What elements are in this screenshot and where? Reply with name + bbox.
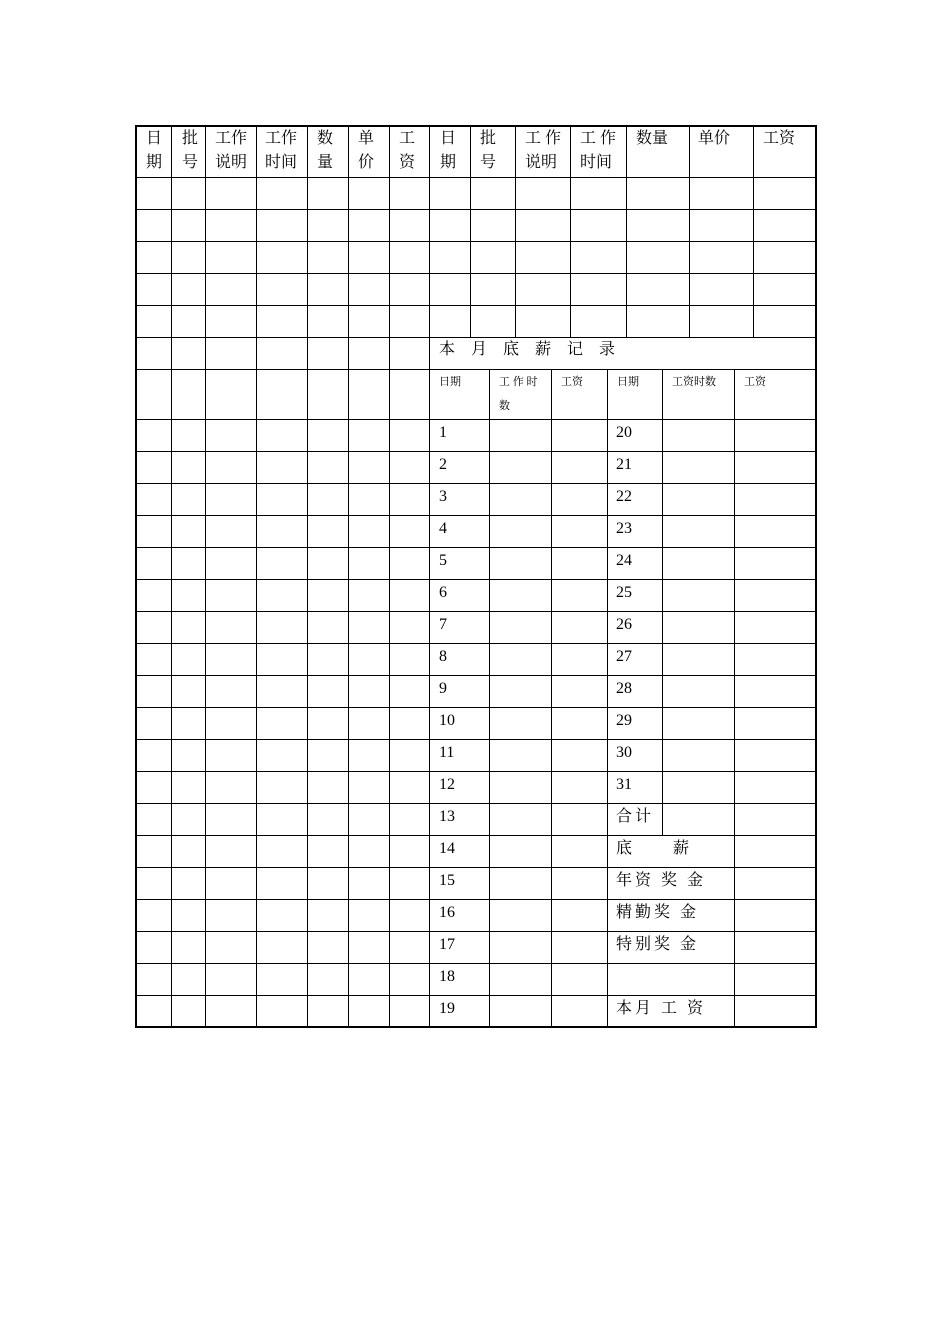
base-salary-row-line (429, 643, 816, 644)
border-bottom (135, 1026, 817, 1028)
base-salary-col-line (662, 369, 663, 836)
day-left-7: 7 (439, 616, 447, 633)
left-table-row-line (135, 643, 430, 644)
right-header-7-line-1: 工资 (763, 130, 796, 147)
left-header-6-line-1: 单 (358, 130, 375, 147)
day-left-6: 6 (439, 584, 447, 601)
day-left-10: 10 (439, 712, 455, 729)
day-right-27: 27 (616, 648, 632, 665)
day-left-12: 12 (439, 776, 455, 793)
right-table-col-line (570, 125, 571, 338)
right-table-col-line (689, 125, 690, 338)
right-header-4-line-2: 时间 (580, 154, 613, 171)
left-table-row-line (135, 995, 430, 996)
border-right (815, 125, 817, 1028)
left-table-col-line (171, 125, 172, 1027)
day-left-13: 13 (439, 808, 455, 825)
left-table-row-line (135, 771, 430, 772)
base-salary-row-line (429, 483, 816, 484)
left-header-5-line-1: 数 (317, 130, 334, 147)
day-left-9: 9 (439, 680, 447, 697)
day-left-8: 8 (439, 648, 447, 665)
left-header-3-line-1: 工作 (215, 130, 248, 147)
base-salary-row-line (429, 515, 816, 516)
base-salary-row-line (429, 803, 816, 804)
base-salary-row-line (429, 835, 816, 836)
base-salary-row-line (429, 419, 816, 420)
left-header-7-line-1: 工 (399, 130, 416, 147)
right-table-row-line (429, 177, 816, 178)
base-salary-row-line (429, 931, 816, 932)
right-header-2-line-2: 号 (480, 154, 497, 171)
day-left-3: 3 (439, 488, 447, 505)
day-left-17: 17 (439, 936, 455, 953)
day-left-1: 1 (439, 424, 447, 441)
left-table-row-line (135, 867, 430, 868)
sub-header-wage-2: 工资 (744, 376, 766, 388)
left-table-col-line (348, 125, 349, 1027)
day-right-23: 23 (616, 520, 632, 537)
day-left-15: 15 (439, 872, 455, 889)
left-table-row-line (135, 515, 430, 516)
left-header-6-line-2: 价 (358, 154, 375, 171)
left-header-5-line-2: 量 (317, 154, 334, 171)
left-table-row-line (135, 707, 430, 708)
left-table-row-line (135, 209, 430, 210)
right-header-2-line-1: 批 (480, 130, 497, 147)
day-right-22: 22 (616, 488, 632, 505)
summary-monthly-wage: 本月 工 资 (616, 1000, 707, 1017)
left-table-row-line (135, 483, 430, 484)
right-header-3-line-2: 说明 (525, 154, 558, 171)
left-table-row-line (135, 739, 430, 740)
day-right-24: 24 (616, 552, 632, 569)
right-header-3-line-1: 工 作 (525, 130, 562, 147)
sub-header-wage-1: 工资 (561, 376, 583, 388)
left-table-row-line (135, 675, 430, 676)
left-table-row-line (135, 337, 430, 338)
sub-header-hours-1-line-2: 数 (499, 400, 510, 412)
summary-attendance-bonus: 精勤奖 金 (616, 904, 700, 921)
right-table-col-line (515, 125, 516, 338)
day-right-30: 30 (616, 744, 632, 761)
summary-base-pay: 底 薪 (616, 840, 693, 857)
right-table-row-line (429, 209, 816, 210)
day-left-14: 14 (439, 840, 455, 857)
left-header-4-line-1: 工作 (265, 130, 298, 147)
right-header-4-line-1: 工 作 (580, 130, 617, 147)
left-table-row-line (135, 579, 430, 580)
sub-header-date-1: 日期 (439, 376, 461, 388)
summary-seniority-bonus: 年资 奖 金 (616, 872, 707, 889)
day-right-25: 25 (616, 584, 632, 601)
base-salary-row-line (429, 867, 816, 868)
sub-header-hours-1-line-1: 工 作 时 (499, 376, 538, 388)
left-table-row-line (135, 177, 430, 178)
sub-header-date-2: 日期 (617, 376, 639, 388)
base-salary-row-line (429, 995, 816, 996)
left-header-1-line-2: 期 (146, 154, 163, 171)
left-table-row-line (135, 451, 430, 452)
day-left-11: 11 (439, 744, 455, 761)
base-salary-row-line (429, 739, 816, 740)
day-right-20: 20 (616, 424, 632, 441)
base-salary-col-line (489, 369, 490, 1027)
left-header-2-line-2: 号 (182, 154, 199, 171)
base-salary-row-line (429, 547, 816, 548)
base-salary-row-line (429, 899, 816, 900)
left-table-row-line (135, 369, 430, 370)
base-salary-col-line (734, 369, 735, 1027)
left-header-2-line-1: 批 (182, 130, 199, 147)
day-right-28: 28 (616, 680, 632, 697)
left-table-col-line (307, 125, 308, 1027)
base-salary-col-line (607, 369, 608, 1027)
center-divider-line (429, 125, 430, 1027)
left-table-row-line (135, 899, 430, 900)
base-salary-row-line (429, 963, 816, 964)
right-header-1-line-1: 日 (440, 130, 457, 147)
left-header-7-line-2: 资 (399, 154, 416, 171)
left-header-3-line-2: 说明 (215, 154, 248, 171)
right-table-col-line (470, 125, 471, 338)
left-header-1-line-1: 日 (146, 130, 163, 147)
left-table-row-line (135, 305, 430, 306)
left-table-col-line (256, 125, 257, 1027)
left-table-col-line (205, 125, 206, 1027)
right-table-row-line (429, 305, 816, 306)
left-table-row-line (135, 835, 430, 836)
left-table-row-line (135, 241, 430, 242)
border-left (135, 125, 137, 1028)
right-table-row-line (429, 273, 816, 274)
base-salary-row-line (429, 675, 816, 676)
left-table-row-line (135, 419, 430, 420)
summary-special-bonus: 特别奖 金 (616, 936, 700, 953)
right-header-5-line-1: 数量 (636, 130, 669, 147)
day-right-29: 29 (616, 712, 632, 729)
sub-header-hours-2: 工资时数 (672, 376, 716, 388)
left-table-row-line (135, 963, 430, 964)
base-salary-col-line (551, 369, 552, 1027)
day-left-19: 19 (439, 1000, 455, 1017)
day-right-26: 26 (616, 616, 632, 633)
right-table-row-line (429, 241, 816, 242)
day-left-16: 16 (439, 904, 455, 921)
base-salary-row-line (429, 771, 816, 772)
base-salary-row-line (429, 579, 816, 580)
left-header-4-line-2: 时间 (265, 154, 298, 171)
right-table-col-line (626, 125, 627, 338)
left-table-row-line (135, 611, 430, 612)
day-left-4: 4 (439, 520, 447, 537)
base-salary-row-line (429, 451, 816, 452)
right-header-1-line-2: 期 (440, 154, 457, 171)
day-left-18: 18 (439, 968, 455, 985)
left-table-row-line (135, 547, 430, 548)
left-table-row-line (135, 803, 430, 804)
right-header-6-line-1: 单价 (698, 130, 731, 147)
base-salary-title: 本 月 底 薪 记 录 (439, 341, 622, 358)
day-right-31: 31 (616, 776, 632, 793)
base-salary-row-line (429, 707, 816, 708)
right-table-col-line (753, 125, 754, 338)
left-table-row-line (135, 273, 430, 274)
day-left-2: 2 (439, 456, 447, 473)
summary-total: 合计 (616, 808, 655, 825)
base-salary-row-line (429, 611, 816, 612)
day-right-21: 21 (616, 456, 632, 473)
day-left-5: 5 (439, 552, 447, 569)
left-table-row-line (135, 931, 430, 932)
left-table-col-line (389, 125, 390, 1027)
